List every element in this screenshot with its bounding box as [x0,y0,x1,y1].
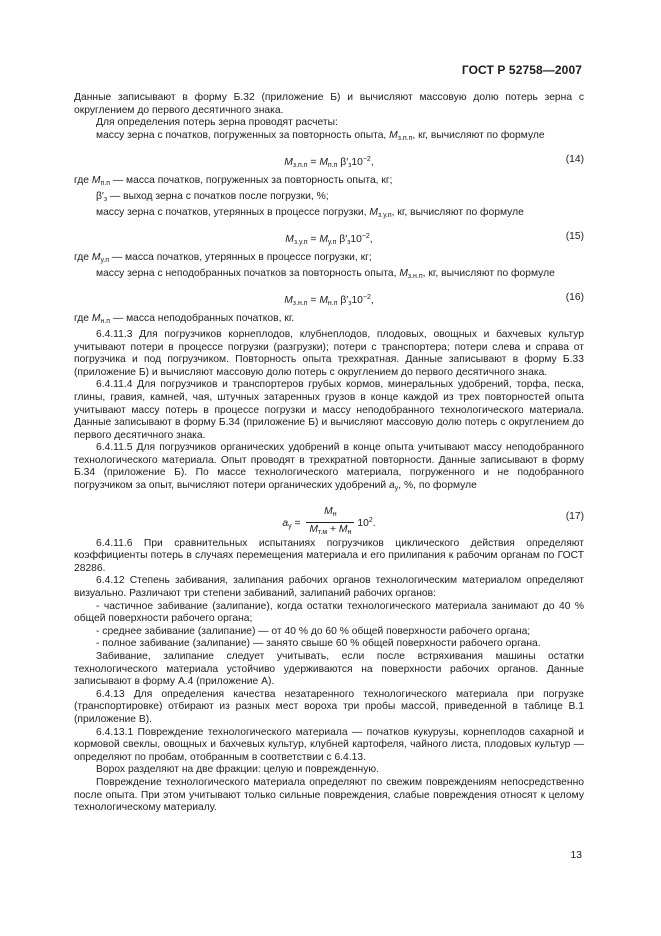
paragraph: массу зерна с початков, погруженных за повторность опыта, $M_{з.п.п}$, кг, вычисляют по формуле [96,129,545,142]
formula-number: (17) [565,510,584,522]
paragraph: массу зерна с початков, утерянных в процессе погрузки, $M_{з.у.п}$, кг, вычисляют по формуле [96,206,524,219]
paragraph: Для определения потерь зерна проводят расчеты: [96,117,338,129]
list-item: - среднее забивание (залипание) — от 40 % до 60 % общей поверхности рабочего органа; [96,625,531,637]
paragraph: Ворох разделяют на две фракции: целую и поврежденную. [96,764,379,776]
formula-expression: $M_{з.н.п} = M_{н.п}$ $\beta'_з10^{-2}$, [284,294,374,308]
variable-definition: где $M_{у.п}$ — масса початков, утерянных в процессе погрузки, кг; [74,252,372,265]
formula-17 [74,496,584,538]
paragraph: 6.4.11.5 Для погрузчиков органических удобрений в конце опыта учитывают массу неподобранного технологического материала. Опыт проводят в трехкратной повторности. Данные записывают в форму Б.34 (приложение Б). По массе технологического материала, погруженного и не подобранного погрузчиком за опыт, вычисляют потери органических удобрений $a_у$, %, по формуле [74,442,584,493]
formula-15 [74,222,584,252]
paragraph: 6.4.11.3 Для погрузчиков корнеплодов, клубнеплодов, плодовых, овощных и бахчевых культур учитывают потери в процессе погрузки (разгрузки); потери с транспортера; потери слева и справа от погрузчика и под погрузчиком. Повторность опыта трехкратная. Данные записывают в форму Б.33 (приложение Б) и вычисляют массовую долю потерь с округлением до первого десятичного знака. [74,328,584,378]
paragraph: Повреждение технологического материала определяют по свежим повреждениям непосредственно после опыта. При этом учитывают только сильные повреждения, слабые повреждения относят к целому технологическому материалу. [74,776,584,814]
paragraph: 6.4.13 Для определения качества незатаренного технологического материала при погрузке (транспортировке) отбирают из разных мест вороха три пробы массой, приведенной в таблице В.1 (приложение В). [74,688,584,725]
paragraph: массу зерна с неподобранных початков за повторность опыта, $M_{з.н.п}$, кг, вычисляют по формуле [96,267,555,280]
formula-number: (16) [565,292,584,304]
formula-expression: $M_{з.у.п} = M_{у.п}$ $\beta'_з10^{-2}$, [285,233,373,247]
variable-definition: $\beta'_з$ — выход зерна с початков после погрузки, %; [96,190,329,203]
document-body [74,92,584,815]
fraction: $\frac{M_н}{M_{т.м} + M_н}$ [306,506,354,540]
paragraph: 6.4.12 Степень забивания, залипания рабочих органов технологическим материалом определяют визуально. Различают три степени забиваний, залипаний рабочих органов: [74,575,584,600]
formula-14 [74,145,584,175]
formula-expression: $a_у$ = $\frac{M_н}{M_{т.м} + M_н}$ $10^2$. [74,506,584,540]
page-number: 13 [570,850,582,861]
paragraph: 6.4.11.6 При сравнительных испытаниях погрузчиков циклического действия определяют коэффициенты потерь в случаях перемещения материала и его прилипания к рабочим органам по ГОСТ 28286. [74,537,584,574]
formula-number: (14) [565,154,584,166]
formula-number: (15) [565,231,584,243]
formula-expression: $M_{з.п.п} = M_{п.п}$ $\beta'_з10^{-2}$, [284,156,374,170]
variable-definition: где $M_{п.п}$ — масса початков, погруженных за повторность опыта, кг; [74,175,393,188]
variable-definition: где $M_{н.п}$ — масса неподобранных початков, кг. [74,313,295,326]
list-item: - полное забивание (залипание) — занято свыше 60 % общей поверхности рабочего органа. [96,638,541,650]
paragraph: 6.4.11.4 Для погрузчиков и транспортеров грубых кормов, минеральных удобрений, торфа, песка, глины, гравия, камней, чая, штучных затаренных грузов в конце каждой из трех повторностей опыта учитывают массу потерь в процессе погрузки и массу неподобранного технологического материала. Данные записывают в форму Б.34 (приложение Б) и вычисляют массовую долю потерь с округлением до первого десятичного знака. [74,379,584,441]
paragraph: Данные записывают в форму Б.32 (приложение Б) и вычисляют массовую долю потерь зерна с округлением до первого десятичного знака. [74,92,584,116]
paragraph: Забивание, залипание следует учитывать, если после встряхивания машины остатки технологического материала устойчиво удерживаются на поверхности рабочих органов. Данные записывают в форму А.4 (приложение А). [74,651,584,688]
document-header: ГОСТ Р 52758—2007 [461,63,582,77]
paragraph: 6.4.13.1 Повреждение технологического материала — початков кукурузы, корнеплодов сахарной и кормовой свеклы, овощных и бахчевых культур, клубней картофеля, чайного листа, плодовых культур — определяют по пробам, отобранным в соответствии с 6.4.13. [74,726,584,763]
list-item: - частичное забивание (залипание), когда остатки технологического материала занимают до 40 % общей поверхности рабочего органа; [74,600,584,625]
formula-16 [74,283,584,313]
